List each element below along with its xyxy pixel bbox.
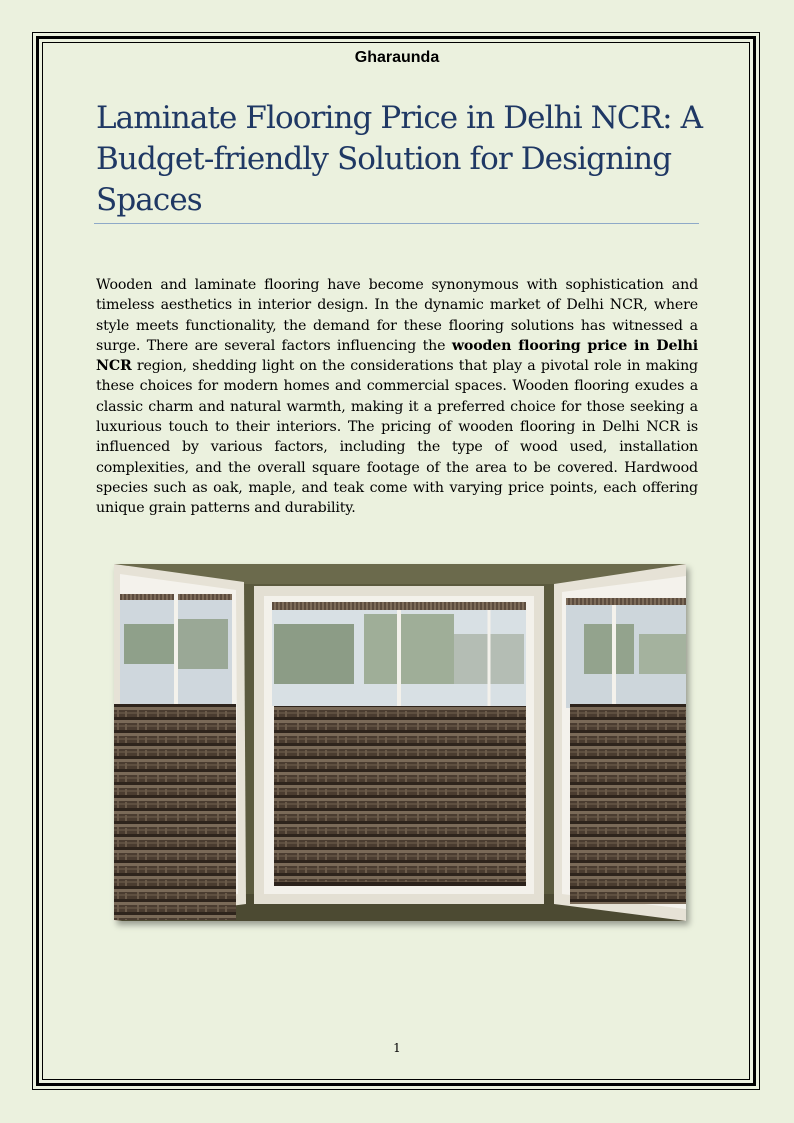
paragraph-text-start: Wooden and laminate flooring have become synonymous with sophistication and timeless aesthetics in interior design. In the dynamic market of Delhi NCR, where style meets functionality, the demand for these flooring solutions has witnessed a surge. There are several factors influencing the <box>96 277 698 354</box>
page-number: 1 <box>393 1041 401 1055</box>
bay-window-blinds-photo <box>114 564 686 921</box>
page-header-brand: Gharaunda <box>354 49 440 66</box>
title-underline <box>94 223 699 224</box>
article-paragraph <box>96 275 698 519</box>
paragraph-text-end: region, shedding light on the considerations that play a pivotal role in making these choices for modern homes and commercial spaces. Wooden flooring exudes a classic charm and natural warmth, making it a preferred choice for those seeking a luxurious touch to their interiors. The pricing of wooden flooring in Delhi NCR is influenced by various factors, including the type of wood used, installation complexities, and the overall square footage of the area to be covered. Hardwood species such as oak, maple, and teak come with varying price points, each offering unique grain patterns and durability. <box>96 358 698 517</box>
article-title: Laminate Flooring Price in Delhi NCR: A Budget-friendly Solution for Designing Spaces <box>96 100 703 218</box>
paragraph-keyword-link: wooden flooring price in Delhi NCR <box>96 337 698 375</box>
